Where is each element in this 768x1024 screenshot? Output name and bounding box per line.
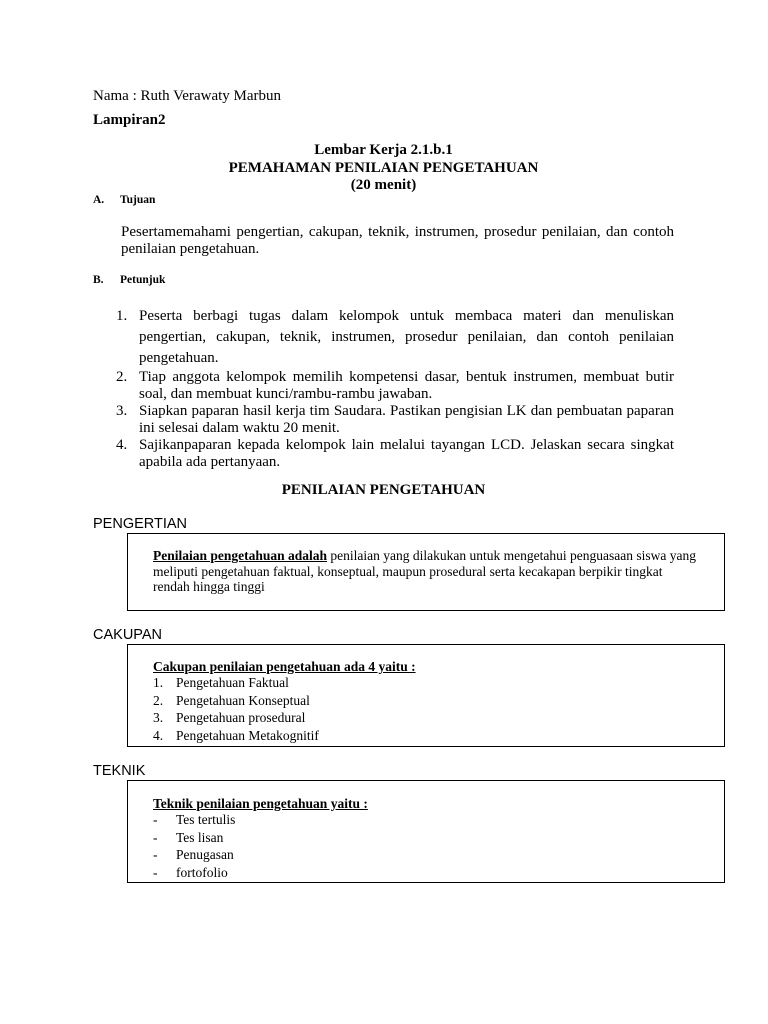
list-item bbox=[153, 865, 693, 883]
list-marker: - bbox=[153, 812, 158, 827]
list-item bbox=[153, 812, 693, 830]
main-heading: PENILAIAN PENGETAHUAN bbox=[281, 482, 486, 498]
list-item-text: Pengetahuan Konseptual bbox=[176, 692, 310, 708]
list-item-text: Tes tertulis bbox=[176, 812, 236, 827]
list-item bbox=[153, 675, 693, 693]
list-number: 4. bbox=[116, 437, 128, 453]
section-a-label: Tujuan bbox=[120, 194, 156, 206]
section-b-label: Petunjuk bbox=[120, 274, 166, 286]
list-item-text: Tes lisan bbox=[176, 829, 224, 845]
section-b-heading bbox=[93, 274, 165, 286]
pengertian-box bbox=[127, 533, 725, 611]
pengertian-body: penilaian yang dilakukan untuk mengetahui penguasaan siswa yang meliputi pengetahuan faktual, konseptual, maupun prosedural serta kecakapan berpikir tingkat rendah hingga tinggi bbox=[153, 548, 696, 594]
worksheet-duration: (20 menit) bbox=[350, 177, 417, 193]
list-item-text: Penugasan bbox=[176, 847, 234, 863]
section-b-letter: B. bbox=[93, 274, 104, 286]
worksheet-title: PEMAHAMAN PENILAIAN PENGETAHUAN bbox=[228, 160, 539, 176]
instruction-list bbox=[107, 306, 674, 471]
list-item-text: Sajikanpaparan kepada kelompok lain melalui tayangan LCD. Jelaskan secara singkat apabila ada pertanyaan. bbox=[139, 437, 674, 470]
student-name: Nama : Ruth Verawaty Marbun bbox=[93, 88, 282, 104]
list-item bbox=[107, 437, 674, 471]
cakupan-title: CAKUPAN bbox=[93, 627, 163, 643]
list-item bbox=[107, 306, 674, 369]
list-marker: 3. bbox=[153, 710, 164, 726]
list-number: 2. bbox=[116, 369, 128, 385]
list-marker: - bbox=[153, 865, 158, 881]
list-number: 1. bbox=[116, 308, 128, 324]
pengertian-lead: Penilaian pengetahuan adalah bbox=[153, 548, 328, 563]
teknik-list bbox=[153, 812, 693, 883]
list-item bbox=[153, 830, 693, 848]
list-item bbox=[153, 693, 693, 711]
list-marker: - bbox=[153, 829, 158, 845]
list-item-text: Pengetahuan Metakognitif bbox=[176, 728, 319, 744]
pengertian-title: PENGERTIAN bbox=[93, 516, 188, 532]
worksheet-number: Lembar Kerja 2.1.b.1 bbox=[314, 142, 453, 158]
list-number: 3. bbox=[116, 403, 128, 419]
pengertian-text bbox=[153, 548, 698, 595]
list-item bbox=[153, 728, 693, 746]
list-item-text: Pengetahuan Faktual bbox=[176, 675, 289, 690]
list-item-text: Siapkan paparan hasil kerja tim Saudara. Pastikan pengisian LK dan pembuatan paparan ini selesai dalam waktu 20 menit. bbox=[139, 403, 674, 436]
teknik-heading: Teknik penilaian pengetahuan yaitu : bbox=[153, 796, 368, 811]
cakupan-heading: Cakupan penilaian pengetahuan ada 4 yaitu : bbox=[153, 659, 416, 674]
teknik-title: TEKNIK bbox=[93, 763, 146, 779]
list-item bbox=[107, 403, 674, 437]
list-marker: 4. bbox=[153, 728, 164, 744]
list-item bbox=[107, 369, 674, 403]
list-item-text: fortofolio bbox=[176, 865, 228, 881]
list-item-text: Tiap anggota kelompok memilih kompetensi dasar, bentuk instrumen, membuat butir soal, dan membuat kunci/rambu-rambu jawaban. bbox=[139, 369, 674, 402]
cakupan-box bbox=[127, 644, 725, 747]
list-marker: 1. bbox=[153, 675, 164, 690]
list-item bbox=[153, 847, 693, 865]
teknik-box bbox=[127, 780, 725, 883]
appendix-label: Lampiran2 bbox=[93, 112, 166, 128]
section-a-text: Pesertamemahami pengertian, cakupan, teknik, instrumen, prosedur penilaian, dan contoh penilaian pengetahuan. bbox=[121, 224, 674, 257]
section-a-heading bbox=[93, 194, 155, 206]
list-item-text: Pengetahuan prosedural bbox=[176, 710, 306, 726]
section-a-letter: A. bbox=[93, 194, 105, 206]
list-item-text: Peserta berbagi tugas dalam kelompok untuk membaca materi dan menuliskan pengertian, cakupan, teknik, instrumen, prosedur penilaian, dan contoh penilaian pengetahuan. bbox=[139, 308, 674, 366]
list-marker: - bbox=[153, 847, 158, 863]
list-marker: 2. bbox=[153, 692, 164, 708]
list-item bbox=[153, 710, 693, 728]
cakupan-list bbox=[153, 675, 693, 746]
